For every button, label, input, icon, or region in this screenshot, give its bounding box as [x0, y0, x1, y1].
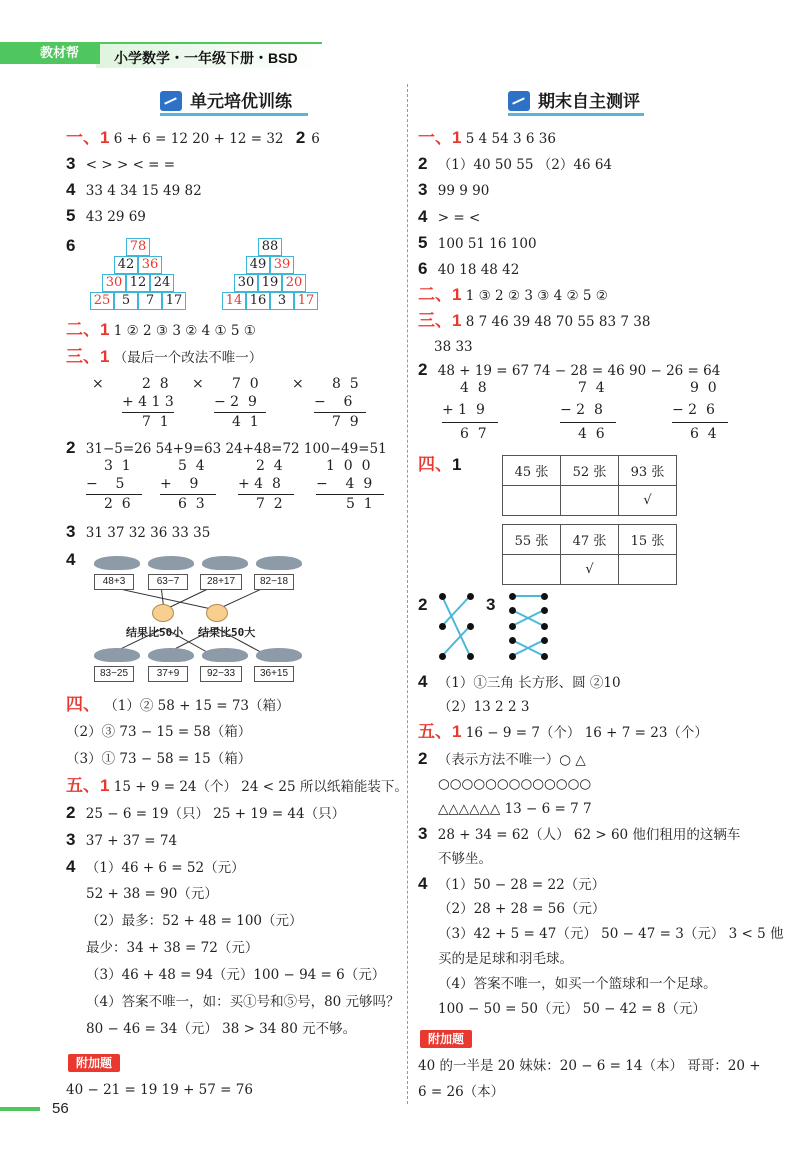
right-extra2: 6 = 26（本） — [418, 1084, 505, 1100]
vc-a: 8 5 — [332, 376, 359, 392]
vertical-calc-4 — [86, 456, 156, 516]
label-2: 2 — [418, 595, 428, 614]
right-s5: 买的是足球和羽毛球。 — [438, 951, 573, 967]
bird-icon — [198, 646, 252, 668]
dot — [467, 653, 474, 660]
right-row-3 — [418, 180, 489, 201]
bird-icon — [144, 646, 198, 668]
table-cell: 55 张 — [503, 525, 561, 555]
right-sec5-3 — [418, 824, 740, 845]
label-4: 4 — [418, 672, 428, 691]
right-s3-1a: 8 7 46 39 48 70 55 83 7 38 — [465, 314, 651, 330]
vc-a: 3 1 — [104, 458, 131, 474]
label-one: 一、1 — [418, 128, 462, 147]
pyr2-cell: 20 — [282, 274, 306, 292]
label-five: 五、1 — [418, 722, 462, 741]
right-s5: （4）答案不唯一，如买一个篮球和一个足球。 — [438, 976, 717, 992]
peach-label: 结果比50大 — [198, 626, 256, 639]
left-row-1 — [66, 128, 320, 149]
vc-b: + 9 — [160, 476, 199, 492]
pyr1-cell: 30 — [102, 274, 126, 292]
bird-icon — [252, 554, 306, 576]
right-extra1: 40 的一半是 20 妹妹：20 − 6 = 14（本） 哥哥：20 + — [418, 1058, 761, 1074]
vc-c: 7 9 — [332, 414, 359, 430]
right-sec4-1 — [418, 455, 467, 476]
pyr1-top: 78 — [126, 238, 150, 256]
pyr2-cell: 3 — [270, 292, 294, 310]
vc-rule — [672, 422, 728, 423]
right-s3-2: 48 + 19 = 67 74 − 28 = 46 90 − 26 = 64 — [437, 363, 721, 379]
table-cell: √ — [619, 486, 677, 516]
pyr1-cell: 17 — [162, 292, 186, 310]
dot — [541, 607, 548, 614]
label-four: 四、 — [418, 455, 452, 474]
right-row-5 — [418, 233, 537, 254]
left-s5: 52 + 38 = 90（元） — [86, 886, 218, 902]
label-4: 4 — [418, 207, 428, 226]
dot — [509, 637, 516, 644]
left-sec4-1 — [66, 695, 290, 716]
table-cell — [503, 486, 561, 516]
dot — [509, 593, 516, 600]
pyr1-cell: 5 — [114, 292, 138, 310]
vc-rule — [160, 494, 216, 495]
expr-box: 48+3 — [94, 574, 134, 590]
chart-icon — [508, 91, 530, 111]
vc-rule — [314, 412, 366, 413]
right-r5: 100 51 16 100 — [437, 236, 537, 252]
dot — [541, 593, 548, 600]
vertical-calc-7 — [316, 456, 396, 516]
vc-b: − 2 9 — [214, 394, 257, 410]
vc-b: + 4 8 — [238, 476, 281, 492]
label-6: 6 — [66, 236, 76, 255]
chart-icon — [160, 91, 182, 111]
dot — [509, 623, 516, 630]
vc-rule — [442, 422, 498, 423]
page-number: 56 — [52, 1100, 69, 1117]
vc-b: − 2 6 — [672, 402, 715, 418]
answer-table-2 — [502, 524, 677, 585]
right-s5: 16 − 9 = 7（个） 16 + 7 = 23（个） — [465, 725, 708, 741]
left-section-title-text: 单元培优训练 — [190, 92, 292, 111]
dot — [439, 623, 446, 630]
vc-c: 4 6 — [578, 426, 605, 442]
dot — [541, 653, 548, 660]
right-r2: （1）40 50 55 （2）46 64 — [437, 157, 612, 173]
vc-b: + 1 9 — [442, 402, 485, 418]
label-3: 3 — [66, 154, 76, 173]
pyr2-cell: 49 — [246, 256, 270, 274]
vc-b: − 6 — [314, 394, 353, 410]
table-cell — [561, 486, 619, 516]
label-three: 三、1 — [418, 311, 462, 330]
right-row-1 — [418, 128, 556, 149]
right-sec5-4 — [418, 874, 605, 895]
vc-a: 9 0 — [690, 380, 717, 396]
label-three: 三、1 — [66, 347, 110, 366]
page-header — [0, 0, 800, 80]
vc-b: + 4 1 3 — [122, 394, 174, 410]
left-extra: 40 − 21 = 19 19 + 57 = 76 — [66, 1082, 253, 1098]
vc-a: 7 4 — [578, 380, 605, 396]
vc-c: 7 1 — [142, 414, 169, 430]
right-section-title — [508, 90, 644, 116]
left-row-4 — [66, 180, 202, 201]
right-s5: 100 − 50 = 50（元） 50 − 42 = 8（元） — [438, 1001, 706, 1017]
label-3: 3 — [66, 830, 76, 849]
left-sec2 — [66, 320, 256, 341]
label-2: 2 — [418, 749, 428, 768]
pyr1-cell: 25 — [90, 292, 114, 310]
vc-c: 6 3 — [178, 496, 205, 512]
expr-box: 37+9 — [148, 666, 188, 682]
label-3: 3 — [418, 180, 428, 199]
left-l4: 33 4 34 15 49 82 — [85, 183, 202, 199]
vc-rule — [122, 412, 174, 413]
bird-icon — [90, 554, 144, 576]
extra-tag: 附加题 — [68, 1054, 120, 1072]
vc-b: − 4 9 — [316, 476, 373, 492]
right-s5: （1）50 − 28 = 22（元） — [437, 877, 606, 893]
pyr1-cell: 36 — [138, 256, 162, 274]
expr-box: 28+17 — [200, 574, 242, 590]
right-s5: （表示方法不唯一）○ △ — [437, 752, 586, 768]
left-sec5-3 — [66, 830, 177, 851]
pyr2-cell: 19 — [258, 274, 282, 292]
left-s5: （3）46 + 48 = 94（元）100 − 94 = 6（元） — [86, 967, 386, 983]
vc-a: 2 4 — [256, 458, 283, 474]
column-divider — [407, 84, 408, 1104]
left-s5: 37 + 37 = 74 — [85, 833, 178, 849]
expr-box: 82−18 — [254, 574, 294, 590]
dot — [439, 593, 446, 600]
vertical-calc-2 — [192, 374, 282, 434]
dot — [439, 653, 446, 660]
label-4: 4 — [66, 857, 76, 876]
right-r3: 99 9 90 — [437, 183, 490, 199]
label-2: 2 — [66, 803, 76, 822]
vc-c: 5 1 — [346, 496, 373, 512]
vc-rule — [86, 494, 142, 495]
left-s4: （3）① 73 − 58 = 15（箱） — [66, 751, 252, 767]
vc-a: 4 8 — [460, 380, 487, 396]
left-s5: （2）最多：52 + 48 = 100（元） — [86, 913, 303, 929]
right-sec3-1 — [418, 311, 650, 332]
vc-b: − 2 8 — [560, 402, 603, 418]
right-s4-4: （2）13 2 2 3 — [438, 699, 530, 715]
bird-icon — [144, 554, 198, 576]
vc-c: 6 7 — [460, 426, 487, 442]
left-sec5-2 — [66, 803, 345, 824]
mark: × — [192, 376, 204, 392]
peach-label: 结果比50小 — [126, 626, 184, 639]
label-2: 2 — [418, 154, 428, 173]
expr-box: 92−33 — [200, 666, 242, 682]
table-cell: 93 张 — [619, 456, 677, 486]
left-sec5-4 — [66, 857, 245, 878]
expr-box: 36+15 — [254, 666, 294, 682]
label-2: 2 — [66, 438, 76, 457]
right-s4-4: （1）①三角 长方形、圆 ②10 — [437, 675, 621, 691]
pyr1-cell: 24 — [150, 274, 174, 292]
pyr1-cell: 7 — [138, 292, 162, 310]
vertical-calc-8 — [442, 378, 512, 448]
label-4: 4 — [418, 874, 428, 893]
right-s5: 28 + 34 = 62（人） 62 > 60 他们租用的这辆车 — [437, 827, 741, 843]
bird-icon — [198, 554, 252, 576]
vc-c: 7 2 — [256, 496, 283, 512]
expr-box: 83−25 — [94, 666, 134, 682]
pyr1-cell: 42 — [114, 256, 138, 274]
right-row-2 — [418, 154, 612, 175]
mark: × — [292, 376, 304, 392]
dot — [467, 593, 474, 600]
table-cell — [619, 555, 677, 585]
left-s3-3: 31 37 32 36 33 35 — [85, 525, 211, 541]
left-s5: 25 − 6 = 19（只） 25 + 19 = 44（只） — [85, 806, 346, 822]
right-row-6 — [418, 259, 519, 280]
vc-rule — [238, 494, 294, 495]
label-4: 4 — [66, 550, 76, 569]
right-s2: 1 ③ 2 ② 3 ③ 4 ② 5 ② — [465, 288, 608, 304]
left-s5: （4）答案不唯一，如：买①号和⑤号，80 元够吗？ — [86, 994, 400, 1010]
label-five: 五、1 — [66, 776, 110, 795]
vc-c: 2 6 — [104, 496, 131, 512]
right-sec2 — [418, 285, 608, 306]
right-s5: 不够坐。 — [438, 851, 492, 867]
label-2: 2 — [295, 128, 306, 147]
left-l1-q2: 6 — [311, 131, 320, 147]
right-r4: > = < — [437, 210, 481, 226]
vertical-calc-10 — [672, 378, 742, 448]
header-tag: 教材帮 — [0, 42, 100, 64]
table-cell: 52 张 — [561, 456, 619, 486]
pyr2-cell: 14 — [222, 292, 246, 310]
vc-b: − 5 — [86, 476, 125, 492]
pyr2-cell: 17 — [294, 292, 318, 310]
vc-a: 7 0 — [232, 376, 259, 392]
left-l1: 6 + 6 = 12 20 + 12 = 32 — [113, 131, 284, 147]
label-four: 四、 — [66, 695, 100, 714]
left-s5: 最少：34 + 38 = 72（元） — [86, 940, 259, 956]
label-4: 4 — [66, 180, 76, 199]
peach-icon — [206, 604, 228, 622]
left-s5: 15 + 9 = 24（个） 24 < 25 所以纸箱能装下。 — [113, 779, 408, 795]
label-3: 3 — [418, 824, 428, 843]
left-sec3-3 — [66, 522, 210, 543]
vc-a: 5 4 — [178, 458, 205, 474]
vc-c: 6 4 — [690, 426, 717, 442]
left-s4: （2）③ 73 − 15 = 58（箱） — [66, 724, 252, 740]
left-s5: 80 − 46 = 34（元） 38 > 34 80 元不够。 — [86, 1021, 357, 1037]
vertical-calc-6 — [238, 456, 308, 516]
vertical-calc-3 — [292, 374, 382, 434]
pyr2-cell: 30 — [234, 274, 258, 292]
right-row-4 — [418, 207, 480, 228]
right-s3-1b: 38 33 — [434, 339, 473, 355]
vc-a: 2 8 — [142, 376, 169, 392]
pyr1-cell: 12 — [126, 274, 150, 292]
right-sec4-4 — [418, 672, 621, 693]
dot — [467, 623, 474, 630]
right-s5: ○○○○○○○○○○○○○ — [438, 776, 592, 792]
right-s5: （2）28 + 28 = 56（元） — [438, 901, 606, 917]
right-sec5-1 — [418, 722, 708, 743]
expr-box: 63−7 — [148, 574, 188, 590]
table-cell — [503, 555, 561, 585]
right-s5: （3）42 + 5 = 47（元） 50 − 47 = 3（元） 3 < 5 他 — [438, 926, 784, 942]
dot — [541, 637, 548, 644]
pyr2-top: 88 — [258, 238, 282, 256]
bird-icon — [90, 646, 144, 668]
left-sec3-4 — [66, 550, 81, 571]
left-l3: < > > < = = — [85, 157, 176, 173]
header-title: 小学数学・一年级下册・BSD — [114, 50, 298, 66]
pyr2-cell: 16 — [246, 292, 270, 310]
vc-a: 1 0 0 — [326, 458, 371, 474]
vertical-calc-9 — [560, 378, 630, 448]
right-section-title-text: 期末自主测评 — [538, 92, 640, 111]
peach-icon — [152, 604, 174, 622]
left-sec3-1 — [66, 347, 262, 368]
vertical-calc-1 — [92, 374, 182, 434]
dot — [509, 607, 516, 614]
label-3: 3 — [486, 595, 496, 614]
left-row-6 — [66, 236, 81, 257]
label-two: 二、1 — [66, 320, 110, 339]
left-s4: （1）② 58 + 15 = 73（箱） — [104, 698, 290, 714]
vc-rule — [214, 412, 266, 413]
right-s5: △△△△△△ 13 − 6 = 7 7 — [438, 801, 592, 817]
left-s2: 1 ② 2 ③ 3 ② 4 ① 5 ① — [113, 323, 256, 339]
left-s3-1: （最后一个改法不唯一） — [113, 350, 263, 366]
label-5: 5 — [66, 206, 76, 225]
left-s3-2: 31−5=26 54+9=63 24+48=72 100−49=51 — [85, 441, 387, 457]
vertical-calc-5 — [160, 456, 230, 516]
mark: × — [92, 376, 104, 392]
footer-bar — [0, 1107, 40, 1111]
label-2: 2 — [418, 360, 428, 379]
table-cell: 47 张 — [561, 525, 619, 555]
left-sec5-1 — [66, 776, 408, 797]
left-row-3 — [66, 154, 175, 175]
left-l5: 43 29 69 — [85, 209, 146, 225]
vc-rule — [316, 494, 384, 495]
right-r6: 40 18 48 42 — [437, 262, 520, 278]
pyr2-cell: 39 — [270, 256, 294, 274]
left-section-title — [160, 90, 308, 116]
vc-c: 4 1 — [232, 414, 259, 430]
vc-rule — [560, 422, 616, 423]
left-row-5 — [66, 206, 146, 227]
left-s5: （1）46 + 6 = 52（元） — [85, 860, 245, 876]
dot — [509, 653, 516, 660]
dot — [541, 623, 548, 630]
label-3: 3 — [66, 522, 76, 541]
label-5: 5 — [418, 233, 428, 252]
label-one: 一、1 — [66, 128, 110, 147]
right-r1: 5 4 54 3 6 36 — [465, 131, 556, 147]
table-cell: √ — [561, 555, 619, 585]
right-sec5-2 — [418, 749, 586, 770]
table-cell: 45 张 — [503, 456, 561, 486]
bird-icon — [252, 646, 306, 668]
table-cell: 15 张 — [619, 525, 677, 555]
extra-tag: 附加题 — [420, 1030, 472, 1048]
label-1: 1 — [452, 455, 462, 474]
label-two: 二、1 — [418, 285, 462, 304]
label-6: 6 — [418, 259, 428, 278]
answer-table-1 — [502, 455, 677, 516]
